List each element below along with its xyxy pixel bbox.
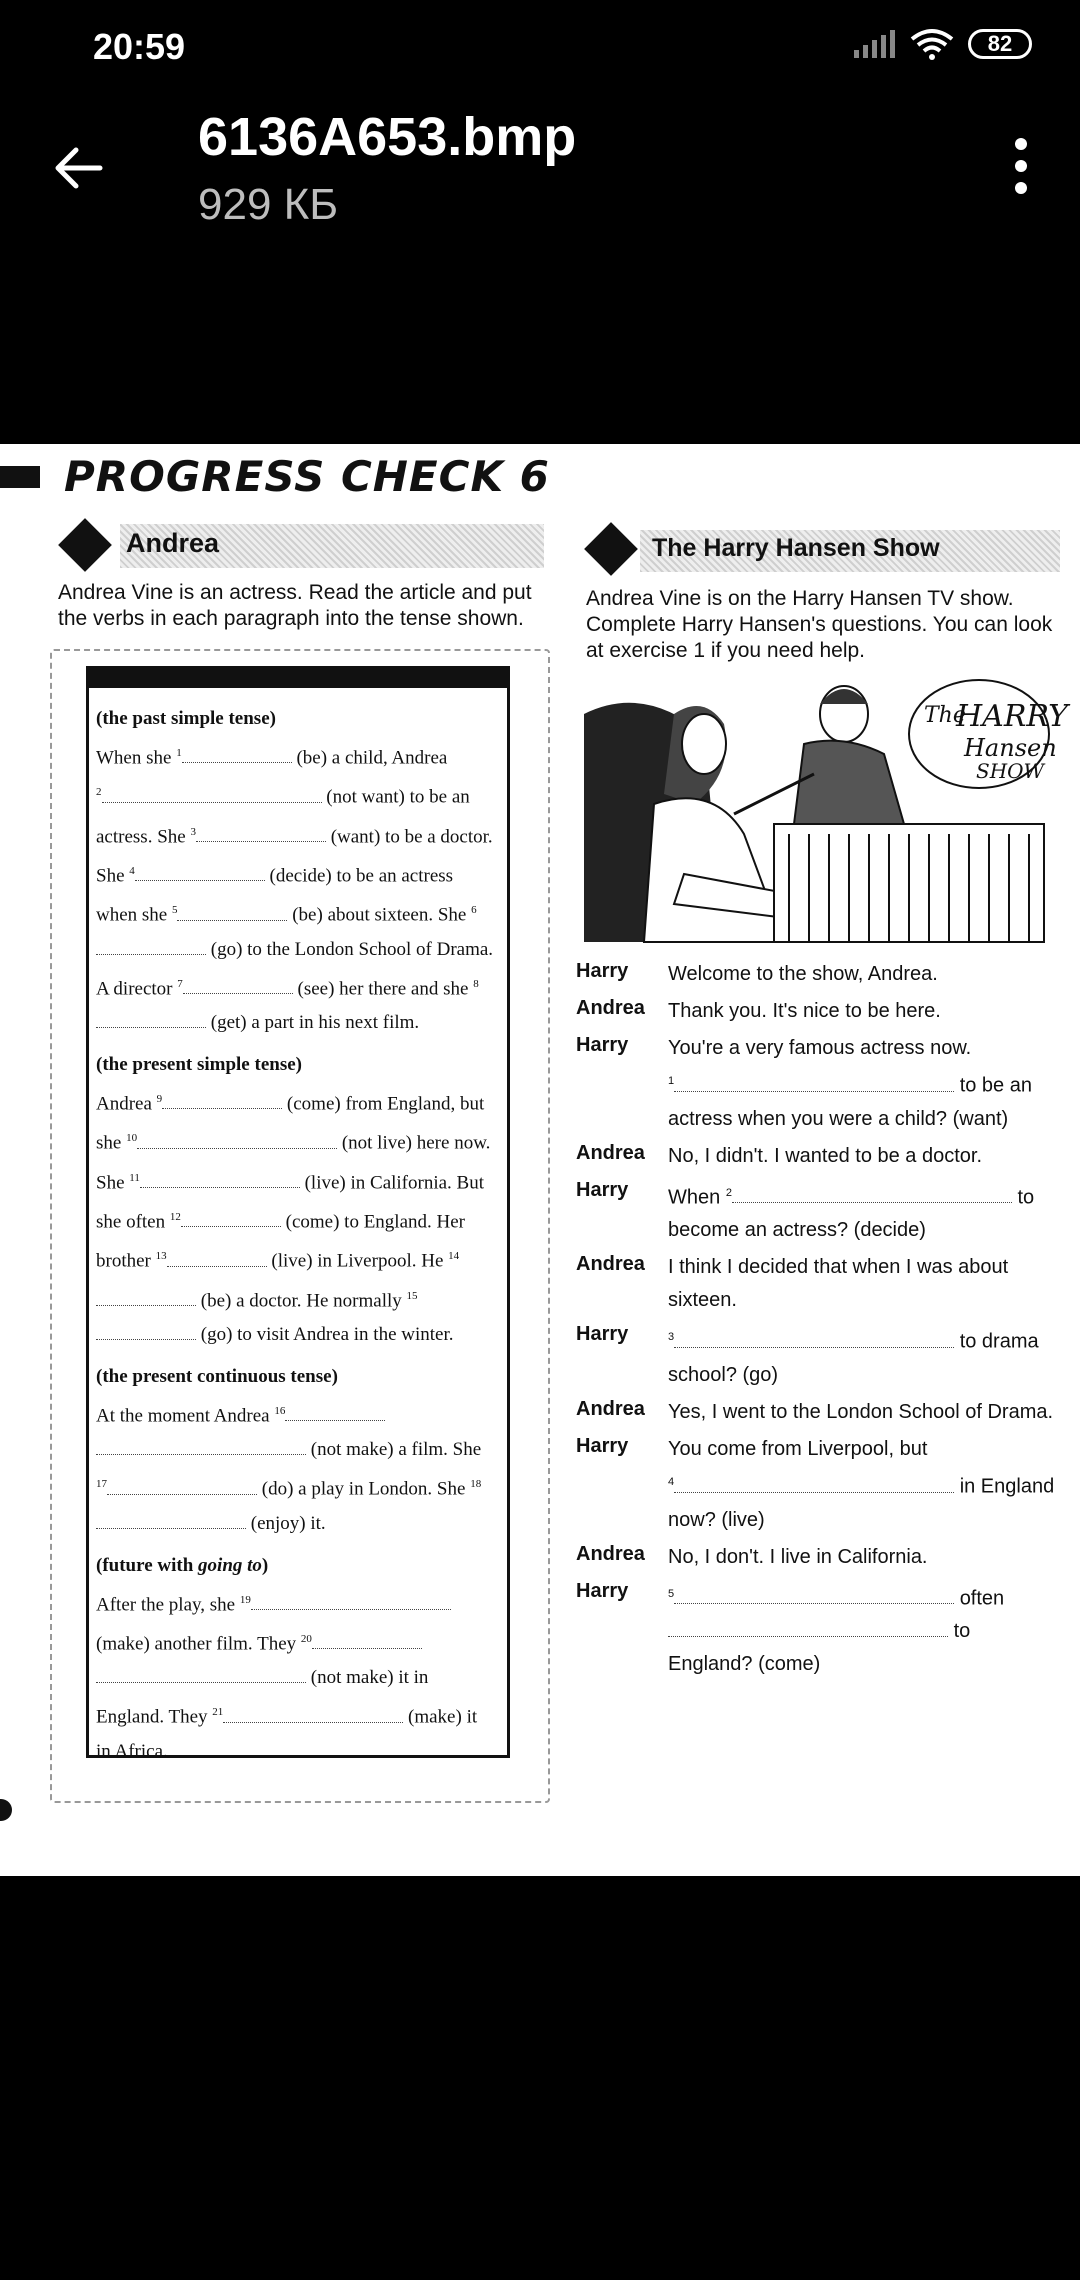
back-arrow-icon[interactable] <box>50 140 106 196</box>
blank-20[interactable] <box>312 1632 422 1649</box>
answer-blank[interactable] <box>674 1587 954 1604</box>
svg-text:HARRY: HARRY <box>956 699 1068 734</box>
dialogue-text: You're a very famous actress now. $^1$ to be an actress when you were a child? (want) <box>668 1037 1032 1130</box>
dialogue-line <box>576 1541 1056 1574</box>
wifi-icon <box>910 28 954 60</box>
clock: 20:59 <box>93 26 186 67</box>
answer-blank[interactable] <box>732 1186 1012 1203</box>
blank-3[interactable] <box>196 825 326 842</box>
status-bar <box>0 0 1080 96</box>
blank-6[interactable] <box>96 938 206 955</box>
blank-12[interactable] <box>181 1210 281 1227</box>
blank-9[interactable] <box>162 1092 282 1109</box>
battery-icon <box>968 29 1032 59</box>
dialogue-line <box>576 958 1056 991</box>
dialogue-line <box>576 1251 1056 1317</box>
blank-21[interactable] <box>223 1706 403 1723</box>
blank-14[interactable] <box>96 1289 196 1306</box>
dialogue-text: $^3$ to drama school? (go) <box>668 1330 1039 1386</box>
dialogue-text: No, I didn't. I wanted to be a doctor. <box>668 1144 983 1167</box>
section-title-show: The Harry Hansen Show <box>652 534 940 562</box>
blank-20b[interactable] <box>96 1666 306 1683</box>
right-instructions: Andrea Vine is on the Harry Hansen TV show. Complete Harry Hansen's questions. You can look at exercise 1 if you need help. <box>586 587 1053 662</box>
paragraph-4: After the play, she $^{19}$ (make) another film. They $^{20}$ (not make) it in England. They $^{21}$ (make) it in Africa. <box>96 1593 478 1762</box>
show-logo <box>909 680 1071 788</box>
blank-16b[interactable] <box>96 1438 306 1455</box>
dialogue-line <box>576 1321 1056 1392</box>
section-title-andrea: Andrea <box>126 528 220 558</box>
answer-blank[interactable] <box>674 1075 954 1092</box>
document-image[interactable] <box>0 444 1080 1876</box>
svg-text:SHOW: SHOW <box>976 759 1045 783</box>
dialogue-text: $^5$ often to England? (come) <box>668 1587 1005 1676</box>
speaker-name: Andrea <box>576 1542 645 1565</box>
dialogue <box>576 958 1056 1685</box>
dialogue-text: No, I don't. I live in California. <box>668 1545 928 1568</box>
blank-1[interactable] <box>182 746 292 763</box>
svg-text:The: The <box>924 703 966 728</box>
dialogue-text: When $^2$ to become an actress? (decide) <box>668 1186 1035 1242</box>
blank-17[interactable] <box>107 1478 257 1495</box>
blank-8[interactable] <box>96 1011 206 1028</box>
dialogue-line <box>576 1396 1056 1429</box>
speaker-name: Andrea <box>576 1253 645 1276</box>
blank-19[interactable] <box>251 1593 451 1610</box>
page-marker <box>0 1799 12 1821</box>
signal-icon <box>852 30 896 58</box>
blank-5[interactable] <box>177 904 287 921</box>
blank-11[interactable] <box>140 1171 300 1188</box>
blank-2[interactable] <box>102 786 322 803</box>
left-instructions: Andrea Vine is an actress. Read the article and put the verbs in each paragraph into the tense shown. <box>58 581 532 630</box>
blank-18[interactable] <box>96 1512 246 1529</box>
dialogue-text: Welcome to the show, Andrea. <box>668 963 938 985</box>
status-icons <box>852 28 1032 60</box>
dialogue-line <box>576 1578 1056 1682</box>
blank-7[interactable] <box>183 977 293 994</box>
section-diamond-icon <box>58 518 112 572</box>
dialogue-line <box>576 1433 1056 1537</box>
blank-10[interactable] <box>137 1132 337 1149</box>
file-size: 929 КБ <box>198 180 339 229</box>
dialogue-text: You come from Liverpool, but $^4$ in England now? (live) <box>668 1437 1055 1531</box>
tv-show-illustration <box>584 674 1068 942</box>
heading-bar <box>0 466 40 488</box>
speaker-name: Harry <box>576 1034 629 1056</box>
dialogue-line <box>576 1032 1056 1136</box>
answer-blank[interactable] <box>674 1476 954 1493</box>
speaker-name: Andrea <box>576 997 645 1019</box>
dialogue-text: Thank you. It's nice to be here. <box>668 1000 941 1022</box>
more-options-icon[interactable] <box>1010 136 1032 196</box>
blank-15[interactable] <box>96 1323 196 1340</box>
tense-heading-future: (future with going to) <box>96 1554 269 1576</box>
paragraph-3: At the moment Andrea $^{16}$ (not make) a film. She $^{17}$ (do) a play in London. She $^{18}$ (enjoy) it. <box>96 1404 482 1534</box>
file-title: 6136A653.bmp <box>198 107 577 167</box>
speaker-name: Harry <box>576 1434 629 1457</box>
app-bar <box>0 96 1080 246</box>
tense-heading-present-continuous: (the present continuous tense) <box>96 1365 338 1387</box>
svg-text:Hansen: Hansen <box>964 734 1057 762</box>
paragraph-2: Andrea $^9$ (come) from England, but she $^{10}$ (not live) here now. She $^{11}$ (live) in California. But she often $^{12}$ (come) to England. Her brother $^{13}$ (live) in Liverpool. He $^{14}$ (be) a doctor. He normally $^{15}$ (go) to visit Andrea in the winter. <box>96 1092 491 1345</box>
blank-4[interactable] <box>135 864 265 881</box>
speaker-name: Andrea <box>576 1397 645 1420</box>
speaker-name: Harry <box>576 960 629 982</box>
speaker-name: Harry <box>576 1323 629 1346</box>
page-heading: PROGRESS CHECK 6 <box>64 452 550 501</box>
answer-blank[interactable] <box>674 1331 954 1348</box>
battery-level: 82 <box>987 31 1013 56</box>
paragraph-1: When she $^1$ (be) a child, Andrea $^2$ (not want) to be an actress. She $^3$ (want) to be a doctor. She $^4$ (decide) to be an actress when she $^5$ (be) about sixteen. She $^6$ (go) to the London School of Drama. A director $^7$ (see) her there and she $^8$ (get) a part in his next film. <box>96 747 494 1033</box>
dialogue-line <box>576 1140 1056 1173</box>
speaker-name: Harry <box>576 1579 629 1602</box>
speaker-name: Harry <box>576 1178 629 1201</box>
speaker-name: Andrea <box>576 1141 645 1164</box>
tense-heading-present-simple: (the present simple tense) <box>96 1053 302 1075</box>
answer-blank[interactable] <box>668 1620 948 1637</box>
dialogue-line <box>576 995 1056 1028</box>
dialogue-text: I think I decided that when I was about sixteen. <box>668 1256 1009 1312</box>
tense-heading-past-simple: (the past simple tense) <box>96 708 276 729</box>
blank-16[interactable] <box>285 1404 385 1421</box>
dialogue-line <box>576 1177 1056 1248</box>
blank-13[interactable] <box>167 1250 267 1267</box>
article-text <box>96 702 496 1769</box>
dialogue-text: Yes, I went to the London School of Drama. <box>668 1400 1054 1423</box>
section-diamond-icon-2 <box>584 522 638 576</box>
